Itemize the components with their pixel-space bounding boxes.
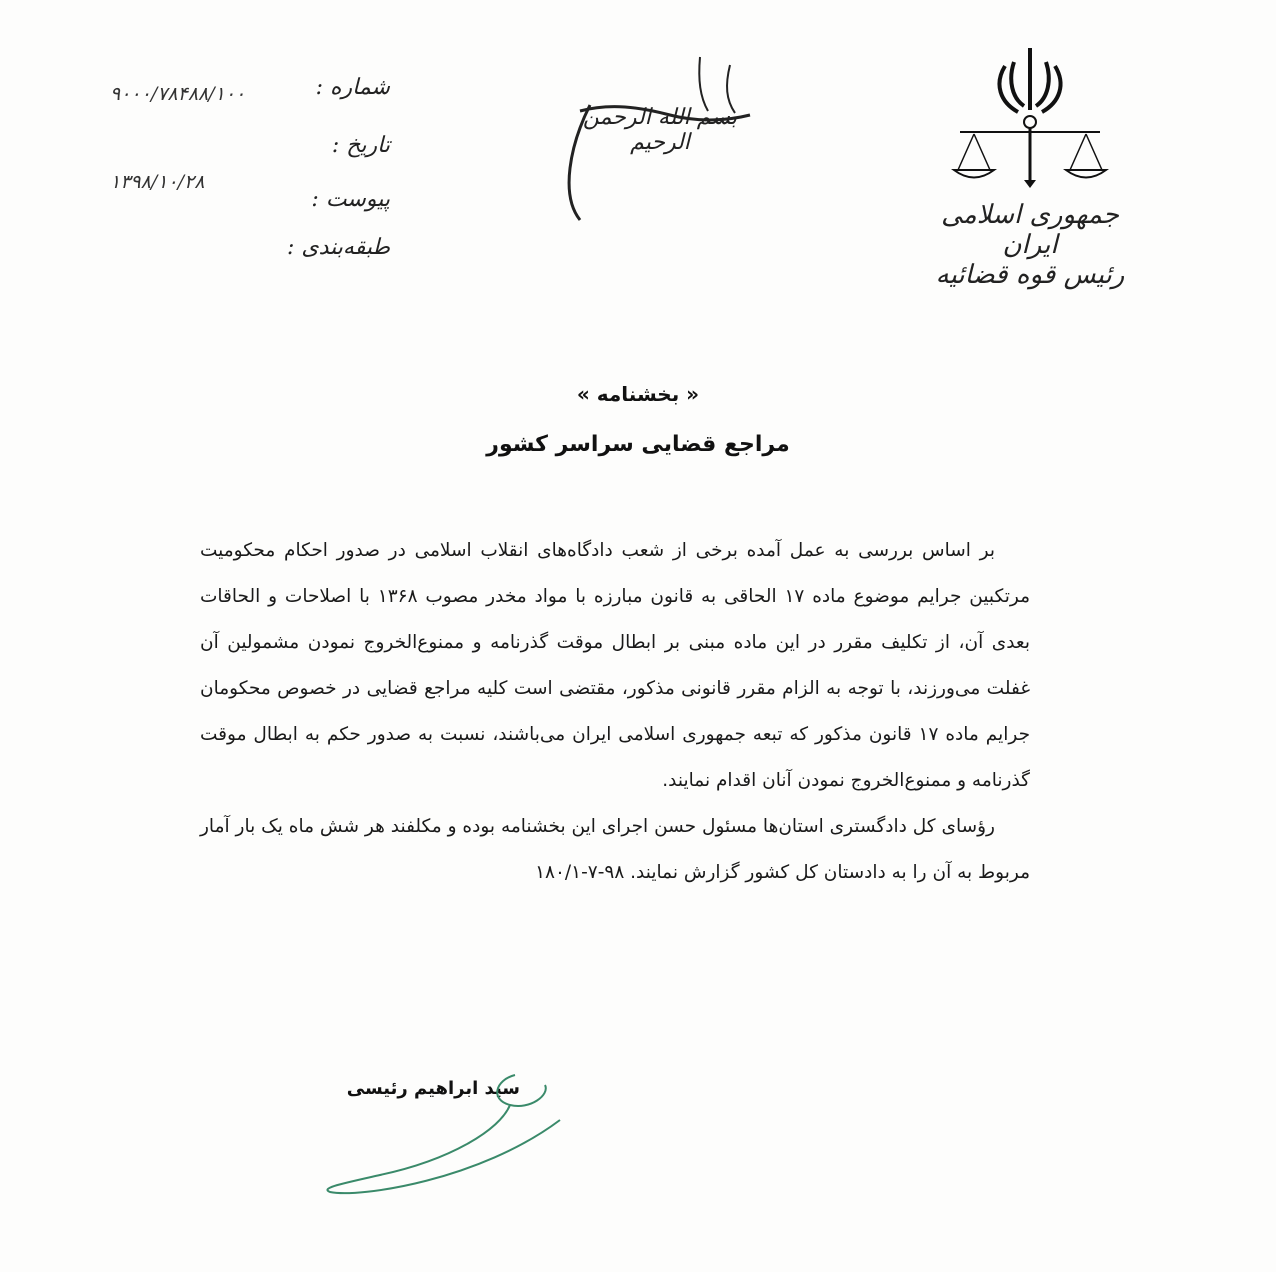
circular-title: « بخشنامه » — [576, 382, 700, 406]
meta-attachment-label: پیوست : — [311, 187, 390, 212]
meta-date-label: تاریخ : — [331, 133, 390, 158]
letter-body — [200, 528, 1030, 896]
meta-number-label: شماره : — [315, 75, 390, 100]
meta-classification-label: طبقه‌بندی : — [286, 235, 390, 260]
meta-classification-row — [110, 235, 390, 275]
emblem-country-line: جمهوری اسلامی ایران — [941, 200, 1119, 260]
body-paragraph-2: رؤسای کل دادگستری استان‌ها مسئول حسن اجرای این بخشنامه بوده و مکلفند هر شش ماه یک بار آمار مربوط به آن را به دادستان کل کشور گزارش نمایند. ۹۸-۷-۱۸۰/۱ — [200, 816, 1030, 883]
meta-number-row — [110, 75, 390, 115]
meta-number-value: ۹۰۰۰/۷۸۴۸۸/۱۰۰ — [110, 83, 246, 105]
iran-emblem-scales-icon — [950, 40, 1110, 190]
letterhead-emblem — [930, 40, 1130, 310]
meta-date-value: ۱۳۹۸/۱۰/۲۸ — [110, 171, 205, 193]
handwritten-signature-icon — [300, 1060, 600, 1210]
recipient-title: مراجع قضایی سراسر کشور — [486, 432, 790, 457]
body-paragraph-1: بر اساس بررسی به عمل آمده برخی از شعب دادگاه‌های انقلاب اسلامی در صدور احکام محکومیت مرتکبین جرایم موضوع ماده ۱۷ الحاقی به قانون مبارزه با مواد مخدر مصوب ۱۳۶۸ با اصلاحات و الحاقات بعدی آن، از تکلیف مقرر در این ماده مبنی بر ابطال موقت گذرنامه و ممنوع‌الخروج نمودن مشمولین آن غفلت می‌ورزند، با توجه به الزام مقرر قانونی مذکور، مقتضی است کلیه مراجع قضایی در خصوص محکومان جرایم ماده ۱۷ قانون مذکور که تبعه جمهوری اسلامی ایران می‌باشند، نسبت به صدور حکم به ابطال موقت گذرنامه و ممنوع‌الخروج نمودن آنان اقدام نمایند. — [200, 540, 1031, 791]
meta-date-row — [110, 133, 390, 193]
letter-meta — [110, 75, 390, 275]
bismillah-text: بسم الله الرحمن الرحیم — [582, 105, 738, 155]
bismillah-calligraphy — [550, 45, 770, 235]
meta-attachment-row — [110, 187, 390, 227]
signer-name: سید ابراهیم رئیسی — [346, 1078, 520, 1099]
emblem-office-line: رئیس قوه قضائیه — [935, 260, 1125, 290]
